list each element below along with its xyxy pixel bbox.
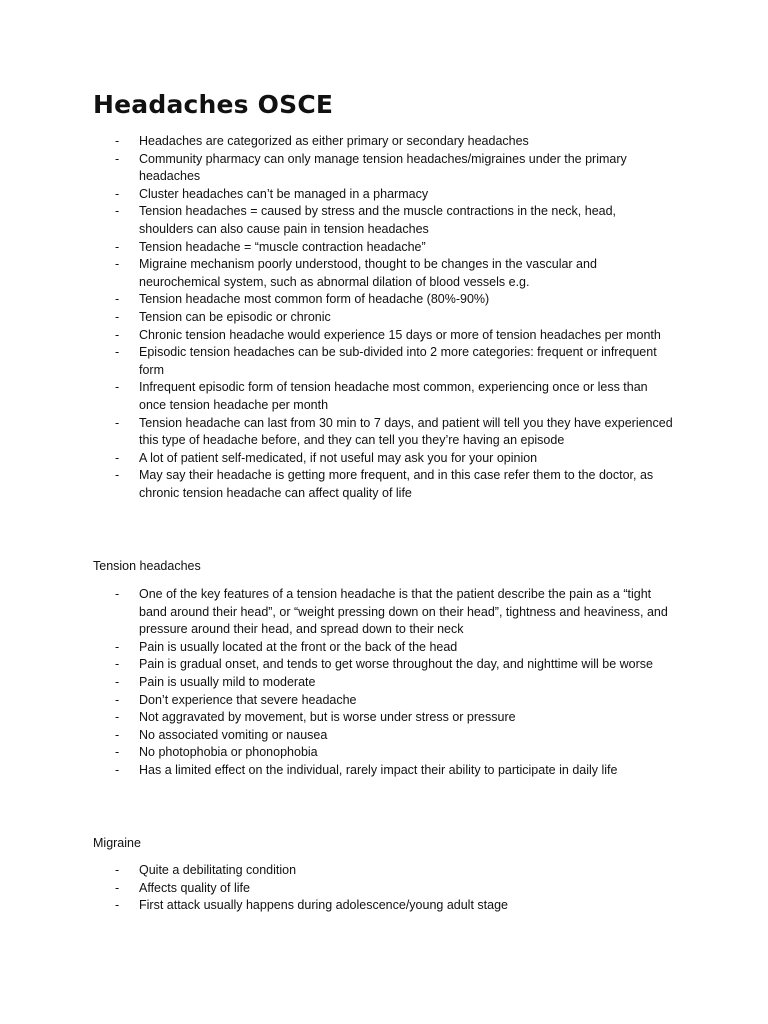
list-item — [0, 186, 673, 204]
bullet-dash: - — [115, 468, 120, 483]
list-item-text: No photophobia or phonophobia — [139, 745, 318, 760]
bullet-dash: - — [115, 762, 120, 777]
list-item — [0, 744, 673, 762]
list-item-text: Has a limited effect on the individual, rarely impact their ability to participate in daily life — [139, 762, 618, 777]
bullet-dash: - — [115, 186, 120, 201]
list-item — [0, 256, 673, 291]
list-item — [0, 674, 673, 692]
bullet-dash: - — [115, 292, 120, 307]
list-item — [0, 467, 673, 502]
list-item-text: First attack usually happens during adolescence/young adult stage — [139, 898, 508, 913]
list-item-text: Community pharmacy can only manage tension headaches/migraines under the primary headaches — [139, 151, 627, 184]
tension-bullet-list — [0, 586, 768, 780]
list-item — [0, 415, 673, 450]
list-item — [0, 639, 673, 657]
list-item-text: Tension headaches = caused by stress and the muscle contractions in the neck, head, shoulders can also cause pain in tension headaches — [139, 204, 617, 236]
bullet-dash: - — [115, 745, 120, 760]
document-title: Headaches OSCE — [93, 90, 334, 119]
section-heading-tension: Tension headaches — [93, 559, 201, 573]
list-item-text: Episodic tension headaches can be sub-divided into 2 more categories: frequent or infrequent form — [139, 345, 657, 377]
bullet-dash: - — [115, 863, 120, 877]
list-item-text: Tension can be episodic or chronic — [139, 309, 331, 324]
bullet-dash: - — [115, 639, 120, 654]
list-item — [0, 203, 673, 238]
list-item-text: Cluster headaches can’t be managed in a pharmacy — [139, 186, 429, 201]
bullet-dash: - — [115, 151, 120, 166]
list-item — [0, 379, 673, 414]
list-item — [0, 309, 673, 327]
list-item-text: Pain is gradual onset, and tends to get worse throughout the day, and nighttime will be worse — [139, 657, 653, 672]
bullet-dash: - — [115, 587, 120, 601]
list-item-text: Infrequent episodic form of tension headache most common, experiencing once or less than once tension headache per month — [139, 380, 648, 412]
list-item — [0, 880, 673, 898]
list-item-text: Pain is usually mild to moderate — [139, 674, 316, 689]
bullet-dash: - — [115, 692, 120, 707]
bullet-dash: - — [115, 327, 120, 342]
list-item-text: Quite a debilitating condition — [139, 863, 297, 877]
list-item-text: Headaches are categorized as either primary or secondary headaches — [139, 134, 529, 148]
list-item — [0, 450, 673, 468]
bullet-dash: - — [115, 415, 120, 430]
list-item-text: No associated vomiting or nausea — [139, 727, 328, 742]
intro-bullet-list — [0, 133, 768, 502]
bullet-dash: - — [115, 657, 120, 672]
bullet-dash: - — [115, 674, 120, 689]
bullet-dash: - — [115, 309, 120, 324]
list-item — [0, 862, 673, 880]
list-item — [0, 897, 673, 915]
migraine-bullet-list — [0, 862, 768, 915]
bullet-dash: - — [115, 204, 120, 219]
list-item-text: Pain is usually located at the front or the back of the head — [139, 639, 458, 654]
bullet-dash: - — [115, 380, 120, 395]
bullet-dash: - — [115, 345, 120, 360]
list-item-text: May say their headache is getting more frequent, and in this case refer them to the doctor, as chronic tension headache can affect quality of life — [139, 468, 654, 500]
list-item — [0, 344, 673, 379]
bullet-dash: - — [115, 257, 120, 272]
list-item — [0, 239, 673, 257]
bullet-dash: - — [115, 880, 120, 895]
bullet-dash: - — [115, 727, 120, 742]
list-item-text: A lot of patient self-medicated, if not useful may ask you for your opinion — [139, 450, 538, 465]
list-item-text: Don’t experience that severe headache — [139, 692, 357, 707]
list-item — [0, 151, 673, 186]
list-item — [0, 327, 673, 345]
list-item — [0, 656, 673, 674]
list-item — [0, 586, 673, 639]
list-item — [0, 692, 673, 710]
list-item — [0, 709, 673, 727]
list-item-text: Migraine mechanism poorly understood, thought to be changes in the vascular and neurochemical system, such as abnormal dilation of blood vessels e.g. — [139, 257, 597, 289]
list-item-text: Tension headache can last from 30 min to 7 days, and patient will tell you they have experienced this type of headache before, and they can tell you they’re having an episode — [139, 415, 673, 448]
list-item-text: Chronic tension headache would experience 15 days or more of tension headaches per month — [139, 327, 661, 342]
list-item — [0, 291, 673, 309]
list-item-text: Affects quality of life — [139, 880, 250, 895]
list-item-text: Tension headache most common form of headache (80%-90%) — [139, 292, 490, 307]
bullet-dash: - — [115, 898, 120, 913]
bullet-dash: - — [115, 450, 120, 465]
bullet-dash: - — [115, 239, 120, 254]
list-item-text: One of the key features of a tension headache is that the patient describe the pain as a “tight band around their head”, or “weight pressing down on their head”, tightness and heaviness, and pressure around their head, and spread down to their neck — [139, 587, 668, 637]
list-item-text: Not aggravated by movement, but is worse under stress or pressure — [139, 710, 516, 725]
section-heading-migraine: Migraine — [93, 836, 141, 850]
list-item — [0, 133, 673, 151]
list-item-text: Tension headache = “muscle contraction headache” — [139, 239, 426, 254]
list-item — [0, 762, 673, 780]
bullet-dash: - — [115, 710, 120, 725]
list-item — [0, 727, 673, 745]
bullet-dash: - — [115, 134, 120, 148]
